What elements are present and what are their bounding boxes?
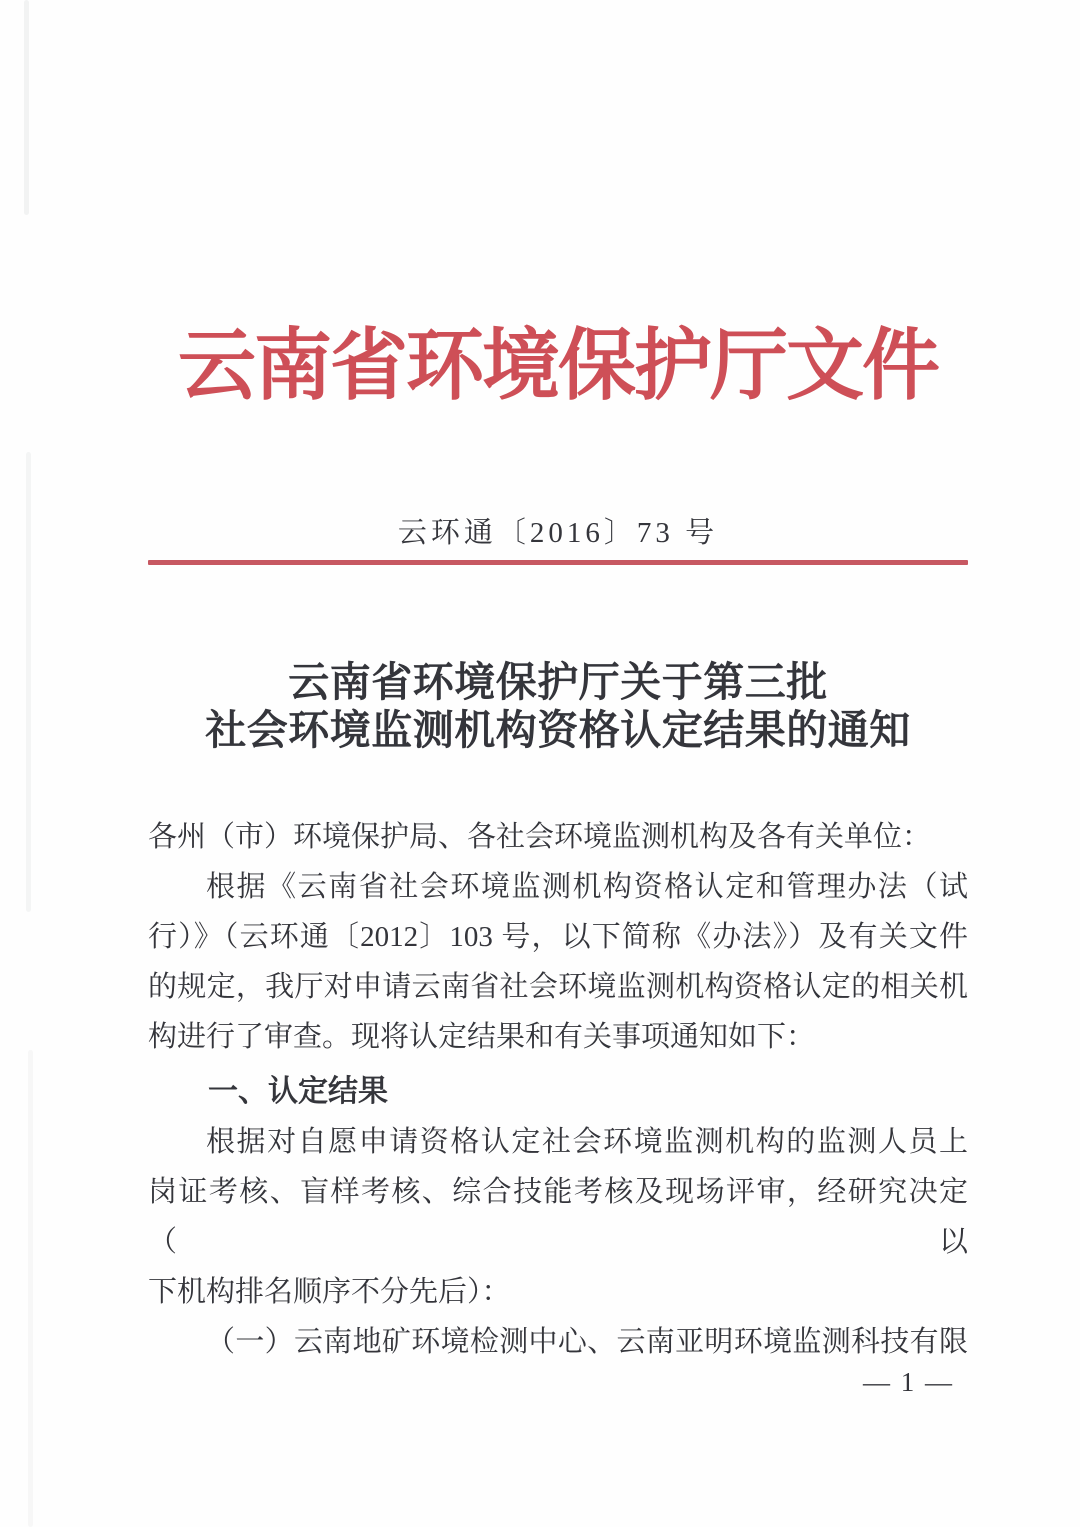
body-line: 行）》（云环通〔2012〕103 号，以下简称《办法》）及有关文件 — [148, 921, 968, 953]
scan-artifact — [26, 452, 31, 912]
body-line: 的规定，我厅对申请云南省社会环境监测机构资格认定的相关机 — [148, 971, 968, 1003]
body-line: 构进行了审查。现将认定结果和有关事项通知如下： — [148, 1021, 816, 1053]
scan-artifact — [28, 1050, 33, 1527]
body-line: （一）云南地矿环境检测中心、云南亚明环境监测科技有限 — [206, 1326, 968, 1358]
red-divider-rule — [148, 560, 968, 565]
agency-letterhead-title: 云南省环境保护厅文件 — [177, 322, 938, 409]
salutation-line: 各州（市）环境保护局、各社会环境监测机构及各有关单位： — [148, 821, 932, 853]
scan-artifact — [24, 0, 29, 215]
body-line: 下机构排名顺序不分先后）： — [148, 1276, 511, 1308]
document-title — [128, 658, 988, 754]
document-reference-number: 云环通〔2016〕73 号 — [397, 517, 719, 549]
body-line: 岗证考核、盲样考核、综合技能考核及现场评审，经研究决定（以 — [148, 1176, 968, 1258]
body-line: 根据《云南省社会环境监测机构资格认定和管理办法（试 — [206, 871, 968, 903]
document-body — [148, 812, 968, 1367]
document-title-line-2: 社会环境监测机构资格认定结果的通知 — [205, 707, 911, 753]
body-line: 根据对自愿申请资格认定社会环境监测机构的监测人员上 — [206, 1126, 968, 1158]
document-title-line-1: 云南省环境保护厅关于第三批 — [288, 659, 828, 705]
section-heading: 一、认定结果 — [208, 1075, 388, 1108]
page-number: — 1 — — [863, 1367, 954, 1397]
